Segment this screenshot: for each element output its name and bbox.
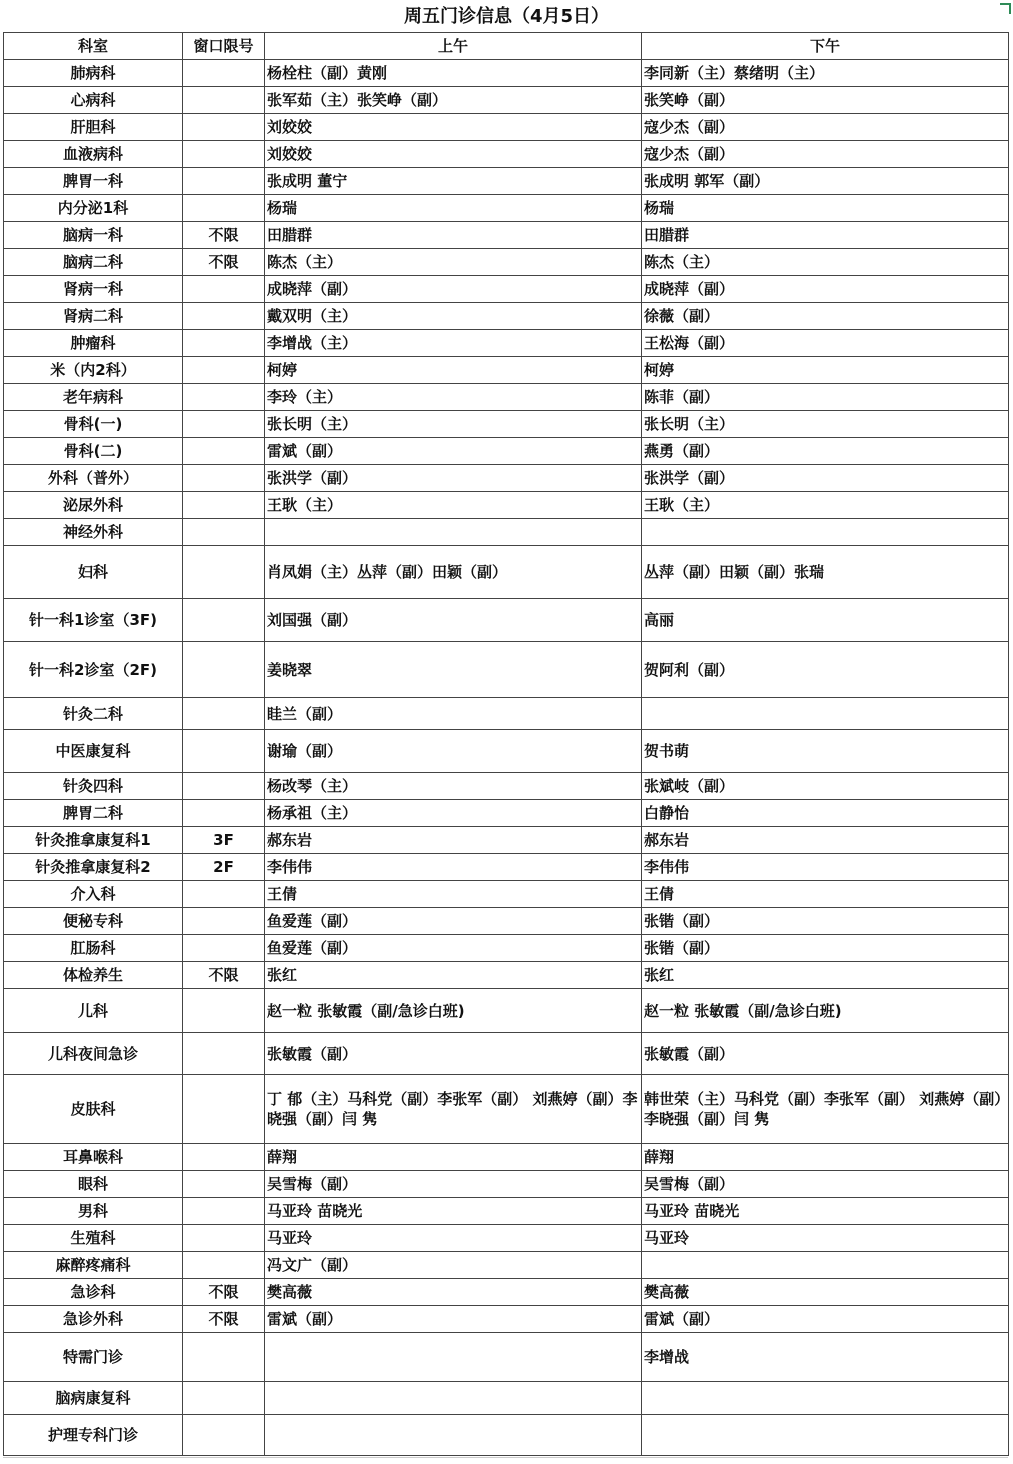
morning-doctors-cell: 雷斌（副） <box>265 438 642 465</box>
morning-doctors-cell: 张军茹（主）张笑峥（副） <box>265 87 642 114</box>
afternoon-doctors-cell: 马亚玲 <box>642 1225 1009 1252</box>
morning-doctors-cell: 成晓萍（副） <box>265 276 642 303</box>
dept-cell: 骨科(一) <box>4 411 183 438</box>
afternoon-doctors-cell: 张红 <box>642 962 1009 989</box>
afternoon-doctors-cell: 燕勇（副） <box>642 438 1009 465</box>
table-row <box>4 411 1009 438</box>
afternoon-doctors-cell: 陈杰（主） <box>642 249 1009 276</box>
dept-cell: 脑病康复科 <box>4 1382 183 1415</box>
window-limit-cell: 不限 <box>183 222 265 249</box>
morning-doctors-cell: 杨改琴（主） <box>265 773 642 800</box>
afternoon-doctors-cell <box>642 1252 1009 1279</box>
table-row <box>4 330 1009 357</box>
dept-cell: 内分泌1科 <box>4 195 183 222</box>
header-dept: 科室 <box>4 33 183 60</box>
window-limit-cell <box>183 519 265 546</box>
morning-doctors-cell: 张敏霞（副） <box>265 1033 642 1075</box>
window-limit-cell <box>183 599 265 642</box>
dept-cell: 便秘专科 <box>4 908 183 935</box>
dept-cell: 护理专科门诊 <box>4 1415 183 1456</box>
morning-doctors-cell: 谢瑜（副） <box>265 730 642 773</box>
table-row <box>4 168 1009 195</box>
morning-doctors-cell: 李增战（主） <box>265 330 642 357</box>
dept-cell: 儿科 <box>4 989 183 1033</box>
window-limit-cell: 不限 <box>183 1306 265 1333</box>
dept-cell: 眼科 <box>4 1171 183 1198</box>
dept-cell: 血液病科 <box>4 141 183 168</box>
morning-doctors-cell: 刘姣姣 <box>265 114 642 141</box>
window-limit-cell: 不限 <box>183 249 265 276</box>
afternoon-doctors-cell: 寇少杰（副） <box>642 114 1009 141</box>
afternoon-doctors-cell: 张斌岐（副） <box>642 773 1009 800</box>
window-limit-cell: 2F <box>183 854 265 881</box>
table-row <box>4 773 1009 800</box>
table-header-row <box>4 33 1009 60</box>
dept-cell: 麻醉疼痛科 <box>4 1252 183 1279</box>
afternoon-doctors-cell: 贺书萌 <box>642 730 1009 773</box>
afternoon-doctors-cell: 郝东岩 <box>642 827 1009 854</box>
window-limit-cell <box>183 168 265 195</box>
table-row <box>4 989 1009 1033</box>
sheet-bottom-border <box>3 1457 1008 1458</box>
morning-doctors-cell <box>265 1415 642 1456</box>
afternoon-doctors-cell: 杨瑞 <box>642 195 1009 222</box>
window-limit-cell <box>183 730 265 773</box>
morning-doctors-cell: 柯婷 <box>265 357 642 384</box>
dept-cell: 体检养生 <box>4 962 183 989</box>
window-limit-cell <box>183 276 265 303</box>
afternoon-doctors-cell: 徐薇（副） <box>642 303 1009 330</box>
afternoon-doctors-cell <box>642 1415 1009 1456</box>
table-row <box>4 1382 1009 1415</box>
dept-cell: 肛肠科 <box>4 935 183 962</box>
dept-cell: 男科 <box>4 1198 183 1225</box>
afternoon-doctors-cell: 赵一粒 张敏霞（副/急诊白班) <box>642 989 1009 1033</box>
dept-cell: 急诊外科 <box>4 1306 183 1333</box>
window-limit-cell <box>183 1033 265 1075</box>
morning-doctors-cell: 马亚玲 苗晓光 <box>265 1198 642 1225</box>
afternoon-doctors-cell: 马亚玲 苗晓光 <box>642 1198 1009 1225</box>
dept-cell: 介入科 <box>4 881 183 908</box>
window-limit-cell <box>183 989 265 1033</box>
table-row <box>4 492 1009 519</box>
window-limit-cell: 3F <box>183 827 265 854</box>
afternoon-doctors-cell: 张成明 郭军（副） <box>642 168 1009 195</box>
afternoon-doctors-cell: 张笑峥（副） <box>642 87 1009 114</box>
table-row <box>4 519 1009 546</box>
window-limit-cell <box>183 1333 265 1382</box>
morning-doctors-cell: 李伟伟 <box>265 854 642 881</box>
table-row <box>4 1198 1009 1225</box>
window-limit-cell <box>183 1144 265 1171</box>
dept-cell: 肝胆科 <box>4 114 183 141</box>
window-limit-cell <box>183 384 265 411</box>
dept-cell: 肾病二科 <box>4 303 183 330</box>
morning-doctors-cell: 杨承祖（主） <box>265 800 642 827</box>
table-row <box>4 195 1009 222</box>
afternoon-doctors-cell: 贺阿利（副） <box>642 642 1009 698</box>
dept-cell: 肿瘤科 <box>4 330 183 357</box>
table-row <box>4 465 1009 492</box>
window-limit-cell <box>183 114 265 141</box>
morning-doctors-cell <box>265 1382 642 1415</box>
morning-doctors-cell: 张成明 董宁 <box>265 168 642 195</box>
table-row <box>4 1171 1009 1198</box>
afternoon-doctors-cell: 王松海（副） <box>642 330 1009 357</box>
table-body <box>4 60 1009 1456</box>
window-limit-cell <box>183 438 265 465</box>
morning-doctors-cell: 郝东岩 <box>265 827 642 854</box>
table-row <box>4 1252 1009 1279</box>
morning-doctors-cell: 薛翔 <box>265 1144 642 1171</box>
afternoon-doctors-cell: 王倩 <box>642 881 1009 908</box>
window-limit-cell <box>183 492 265 519</box>
afternoon-doctors-cell: 成晓萍（副） <box>642 276 1009 303</box>
window-limit-cell <box>183 698 265 730</box>
dept-cell: 脑病二科 <box>4 249 183 276</box>
window-limit-cell <box>183 1198 265 1225</box>
dept-cell: 针灸推拿康复科2 <box>4 854 183 881</box>
afternoon-doctors-cell: 韩世荣（主）马科党（副）李张军（副） 刘燕婷（副）李晓强（副）闫 隽 <box>642 1075 1009 1144</box>
window-limit-cell <box>183 357 265 384</box>
table-row <box>4 60 1009 87</box>
afternoon-doctors-cell: 张锴（副） <box>642 908 1009 935</box>
afternoon-doctors-cell: 柯婷 <box>642 357 1009 384</box>
dept-cell: 神经外科 <box>4 519 183 546</box>
afternoon-doctors-cell: 樊高薇 <box>642 1279 1009 1306</box>
dept-cell: 针灸推拿康复科1 <box>4 827 183 854</box>
cell-selection-corner-icon <box>1000 3 1011 14</box>
morning-doctors-cell: 杨瑞 <box>265 195 642 222</box>
morning-doctors-cell <box>265 1333 642 1382</box>
table-row <box>4 881 1009 908</box>
afternoon-doctors-cell: 田腊群 <box>642 222 1009 249</box>
afternoon-doctors-cell: 张锴（副） <box>642 935 1009 962</box>
table-row <box>4 546 1009 599</box>
dept-cell: 生殖科 <box>4 1225 183 1252</box>
table-row <box>4 141 1009 168</box>
dept-cell: 针一科1诊室（3F) <box>4 599 183 642</box>
dept-cell: 老年病科 <box>4 384 183 411</box>
morning-doctors-cell: 眭兰（副） <box>265 698 642 730</box>
header-afternoon: 下午 <box>642 33 1009 60</box>
afternoon-doctors-cell: 李伟伟 <box>642 854 1009 881</box>
morning-doctors-cell: 马亚玲 <box>265 1225 642 1252</box>
afternoon-doctors-cell <box>642 698 1009 730</box>
table-row <box>4 800 1009 827</box>
afternoon-doctors-cell: 雷斌（副） <box>642 1306 1009 1333</box>
morning-doctors-cell: 冯文广（副） <box>265 1252 642 1279</box>
dept-cell: 妇科 <box>4 546 183 599</box>
dept-cell: 皮肤科 <box>4 1075 183 1144</box>
morning-doctors-cell: 杨栓柱（副）黄刚 <box>265 60 642 87</box>
morning-doctors-cell: 王倩 <box>265 881 642 908</box>
table-row <box>4 730 1009 773</box>
dept-cell: 针灸二科 <box>4 698 183 730</box>
window-limit-cell: 不限 <box>183 962 265 989</box>
afternoon-doctors-cell: 吴雪梅（副） <box>642 1171 1009 1198</box>
afternoon-doctors-cell: 薛翔 <box>642 1144 1009 1171</box>
table-row <box>4 827 1009 854</box>
dept-cell: 脾胃二科 <box>4 800 183 827</box>
table-row <box>4 438 1009 465</box>
window-limit-cell <box>183 908 265 935</box>
morning-doctors-cell: 陈杰（主） <box>265 249 642 276</box>
morning-doctors-cell: 肖凤娟（主）丛萍（副）田颖（副） <box>265 546 642 599</box>
window-limit-cell <box>183 303 265 330</box>
window-limit-cell <box>183 87 265 114</box>
morning-doctors-cell: 吴雪梅（副） <box>265 1171 642 1198</box>
sheet-title: 周五门诊信息（4月5日） <box>403 6 610 27</box>
table-row <box>4 1144 1009 1171</box>
morning-doctors-cell: 鱼爱莲（副） <box>265 935 642 962</box>
dept-cell: 米（内2科） <box>4 357 183 384</box>
table-row <box>4 357 1009 384</box>
table-row <box>4 303 1009 330</box>
morning-doctors-cell: 王耿（主） <box>265 492 642 519</box>
table-row <box>4 114 1009 141</box>
table-row <box>4 1033 1009 1075</box>
afternoon-doctors-cell: 李增战 <box>642 1333 1009 1382</box>
afternoon-doctors-cell: 丛萍（副）田颖（副）张瑞 <box>642 546 1009 599</box>
window-limit-cell <box>183 1225 265 1252</box>
morning-doctors-cell: 刘国强（副） <box>265 599 642 642</box>
dept-cell: 心病科 <box>4 87 183 114</box>
morning-doctors-cell: 李玲（主） <box>265 384 642 411</box>
dept-cell: 针一科2诊室（2F) <box>4 642 183 698</box>
morning-doctors-cell: 丁 郁（主）马科党（副）李张军（副） 刘燕婷（副）李晓强（副）闫 隽 <box>265 1075 642 1144</box>
window-limit-cell <box>183 773 265 800</box>
afternoon-doctors-cell <box>642 519 1009 546</box>
afternoon-doctors-cell: 张长明（主） <box>642 411 1009 438</box>
table-row <box>4 642 1009 698</box>
table-row <box>4 1415 1009 1456</box>
morning-doctors-cell: 雷斌（副） <box>265 1306 642 1333</box>
window-limit-cell <box>183 195 265 222</box>
dept-cell: 急诊科 <box>4 1279 183 1306</box>
morning-doctors-cell: 戴双明（主） <box>265 303 642 330</box>
table-row <box>4 935 1009 962</box>
dept-cell: 骨科(二) <box>4 438 183 465</box>
window-limit-cell <box>183 330 265 357</box>
morning-doctors-cell: 姜晓翠 <box>265 642 642 698</box>
window-limit-cell: 不限 <box>183 1279 265 1306</box>
table-row <box>4 276 1009 303</box>
window-limit-cell <box>183 141 265 168</box>
table-row <box>4 1279 1009 1306</box>
afternoon-doctors-cell: 寇少杰（副） <box>642 141 1009 168</box>
afternoon-doctors-cell <box>642 1382 1009 1415</box>
header-morning: 上午 <box>265 33 642 60</box>
morning-doctors-cell: 樊高薇 <box>265 1279 642 1306</box>
afternoon-doctors-cell: 王耿（主） <box>642 492 1009 519</box>
morning-doctors-cell: 鱼爱莲（副） <box>265 908 642 935</box>
schedule-table <box>3 32 1009 1456</box>
morning-doctors-cell: 张洪学（副） <box>265 465 642 492</box>
table-row <box>4 908 1009 935</box>
dept-cell: 肾病一科 <box>4 276 183 303</box>
dept-cell: 脾胃一科 <box>4 168 183 195</box>
table-row <box>4 1306 1009 1333</box>
morning-doctors-cell: 张长明（主） <box>265 411 642 438</box>
table-row <box>4 249 1009 276</box>
afternoon-doctors-cell: 李同新（主）蔡绪明（主） <box>642 60 1009 87</box>
table-row <box>4 1333 1009 1382</box>
window-limit-cell <box>183 642 265 698</box>
morning-doctors-cell: 张红 <box>265 962 642 989</box>
afternoon-doctors-cell: 张敏霞（副） <box>642 1033 1009 1075</box>
window-limit-cell <box>183 1382 265 1415</box>
afternoon-doctors-cell: 张洪学（副） <box>642 465 1009 492</box>
morning-doctors-cell: 田腊群 <box>265 222 642 249</box>
table-row <box>4 87 1009 114</box>
window-limit-cell <box>183 1415 265 1456</box>
table-row <box>4 599 1009 642</box>
table-row <box>4 854 1009 881</box>
morning-doctors-cell: 刘姣姣 <box>265 141 642 168</box>
afternoon-doctors-cell: 白静怡 <box>642 800 1009 827</box>
header-window-limit: 窗口限号 <box>183 33 265 60</box>
dept-cell: 耳鼻喉科 <box>4 1144 183 1171</box>
table-row <box>4 698 1009 730</box>
table-row <box>4 962 1009 989</box>
window-limit-cell <box>183 1075 265 1144</box>
dept-cell: 儿科夜间急诊 <box>4 1033 183 1075</box>
dept-cell: 脑病一科 <box>4 222 183 249</box>
dept-cell: 中医康复科 <box>4 730 183 773</box>
window-limit-cell <box>183 1171 265 1198</box>
dept-cell: 针灸四科 <box>4 773 183 800</box>
morning-doctors-cell: 赵一粒 张敏霞（副/急诊白班) <box>265 989 642 1033</box>
window-limit-cell <box>183 546 265 599</box>
afternoon-doctors-cell: 陈菲（副） <box>642 384 1009 411</box>
table-row <box>4 1225 1009 1252</box>
table-row <box>4 222 1009 249</box>
table-row <box>4 384 1009 411</box>
window-limit-cell <box>183 800 265 827</box>
table-row <box>4 1075 1009 1144</box>
morning-doctors-cell <box>265 519 642 546</box>
window-limit-cell <box>183 60 265 87</box>
window-limit-cell <box>183 1252 265 1279</box>
dept-cell: 肺病科 <box>4 60 183 87</box>
dept-cell: 特需门诊 <box>4 1333 183 1382</box>
dept-cell: 泌尿外科 <box>4 492 183 519</box>
window-limit-cell <box>183 411 265 438</box>
window-limit-cell <box>183 935 265 962</box>
dept-cell: 外科（普外） <box>4 465 183 492</box>
afternoon-doctors-cell: 高丽 <box>642 599 1009 642</box>
window-limit-cell <box>183 465 265 492</box>
window-limit-cell <box>183 881 265 908</box>
